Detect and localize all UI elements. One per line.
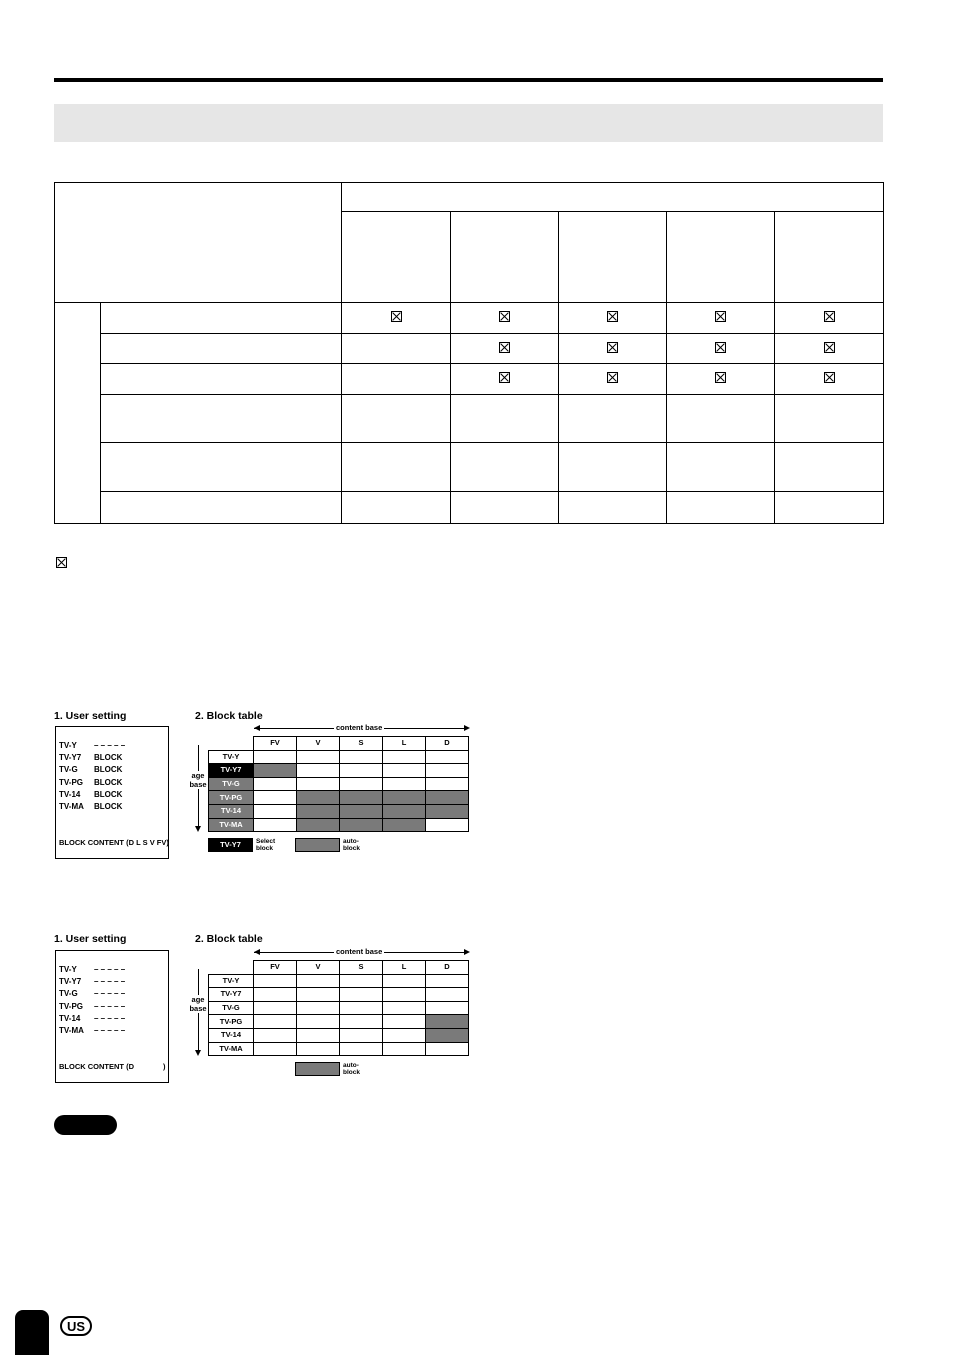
table-header-group <box>342 183 884 212</box>
block-table-corner <box>209 737 254 751</box>
table-cell <box>667 443 775 492</box>
col-header <box>342 212 451 303</box>
age-row-header: TV-MA <box>209 1042 254 1056</box>
x-box-icon <box>391 311 402 322</box>
block-cell <box>340 988 383 1002</box>
block-cell <box>383 1042 426 1056</box>
block-cell <box>254 804 297 818</box>
row-label <box>101 334 342 364</box>
rating-value: BLOCK <box>94 777 123 787</box>
block-cell <box>297 988 340 1002</box>
row-label <box>101 443 342 492</box>
block-cell <box>426 777 469 791</box>
col-header <box>559 212 667 303</box>
top-rule <box>54 78 883 82</box>
block-cell <box>426 764 469 778</box>
content-column-header: FV <box>254 737 297 751</box>
x-box-icon <box>499 311 510 322</box>
rating-label: TV-14 <box>59 789 81 799</box>
block-cell <box>426 1042 469 1056</box>
table-cell <box>451 492 559 524</box>
table-cell <box>775 303 884 334</box>
block-cell <box>426 988 469 1002</box>
table-cell <box>451 395 559 443</box>
user-setting-row <box>59 802 122 811</box>
block-cell <box>297 764 340 778</box>
block-table <box>208 960 469 1056</box>
rating-value: BLOCK <box>94 802 123 811</box>
block-cell <box>340 1042 383 1056</box>
rating-value: – – – – – <box>94 977 126 987</box>
region-badge: US <box>60 1316 92 1336</box>
x-box-icon <box>499 372 510 383</box>
block-table-corner <box>209 961 254 975</box>
rating-value: – – – – – <box>94 989 126 999</box>
x-box-icon <box>607 311 618 322</box>
table-cell <box>667 303 775 334</box>
user-setting-row <box>59 977 125 986</box>
age-row-header: TV-Y7 <box>209 988 254 1002</box>
content-column-header: L <box>383 737 426 751</box>
arrow-right-icon <box>464 949 470 955</box>
row-label <box>101 303 342 334</box>
block-cell <box>426 1028 469 1042</box>
age-row-header: TV-Y7 <box>209 764 254 778</box>
table-cell <box>342 364 451 395</box>
x-box-icon <box>607 372 618 383</box>
table-cell <box>775 443 884 492</box>
table-cell <box>451 334 559 364</box>
arrow-down-icon <box>195 1050 201 1056</box>
rating-label: TV-Y <box>59 965 77 974</box>
rating-value: – – – – – <box>94 965 126 974</box>
block-cell <box>340 750 383 764</box>
rating-label: TV-Y <box>59 741 77 750</box>
block-cell <box>254 818 297 832</box>
block-table <box>208 736 469 832</box>
age-row-header: TV-PG <box>209 791 254 805</box>
table-header-corner <box>55 183 342 303</box>
legend-auto-swatch <box>295 838 340 852</box>
rating-label: TV-G <box>59 989 78 999</box>
user-setting-row <box>59 965 125 974</box>
arrow-right-icon <box>464 725 470 731</box>
content-base-label: content base <box>336 947 383 956</box>
block-cell <box>254 988 297 1002</box>
block-cell <box>383 818 426 832</box>
block-cell <box>254 750 297 764</box>
page-number-tab <box>15 1310 49 1355</box>
content-column-header: V <box>297 737 340 751</box>
block-cell <box>254 1028 297 1042</box>
block-content-close: ) <box>163 1062 166 1071</box>
block-cell <box>297 750 340 764</box>
content-column-header: S <box>340 737 383 751</box>
user-setting-row <box>59 790 122 799</box>
table-cell <box>559 443 667 492</box>
table-cell <box>451 443 559 492</box>
block-cell <box>426 818 469 832</box>
col-header <box>667 212 775 303</box>
user-setting-row <box>59 741 125 750</box>
block-cell <box>426 791 469 805</box>
block-cell <box>254 777 297 791</box>
rating-value: – – – – – <box>94 741 126 750</box>
block-content-label: BLOCK CONTENT (D L S V FV) <box>59 838 169 847</box>
table-cell <box>559 364 667 395</box>
content-base-label: content base <box>336 723 383 732</box>
table-cell <box>342 443 451 492</box>
block-content-label: BLOCK CONTENT (D <box>59 1062 134 1071</box>
block-cell <box>297 818 340 832</box>
block-cell <box>426 1015 469 1029</box>
block-cell <box>297 804 340 818</box>
block-cell <box>383 750 426 764</box>
block-cell <box>297 974 340 988</box>
x-box-icon <box>715 342 726 353</box>
table-cell <box>342 395 451 443</box>
age-row-header: TV-G <box>209 777 254 791</box>
arrow-down-icon <box>195 826 201 832</box>
rating-label: TV-MA <box>59 802 84 811</box>
legend-select-text: Select block <box>256 838 276 852</box>
x-box-icon <box>715 372 726 383</box>
table-cell <box>559 492 667 524</box>
user-setting-row <box>59 765 122 774</box>
age-row-header: TV-14 <box>209 1028 254 1042</box>
x-box-icon <box>607 342 618 353</box>
block-cell <box>426 804 469 818</box>
user-setting-box <box>55 950 169 1083</box>
block-table-title: 2. Block table <box>195 710 263 722</box>
rating-label: TV-14 <box>59 1013 81 1023</box>
table-cell <box>667 334 775 364</box>
block-cell <box>340 1015 383 1029</box>
user-setting-row <box>59 753 122 762</box>
table-cell <box>559 395 667 443</box>
block-cell <box>383 777 426 791</box>
legend-auto-text: auto- block <box>343 1062 360 1076</box>
table-cell <box>342 303 451 334</box>
rating-value: BLOCK <box>94 789 123 799</box>
user-setting-row <box>59 1026 125 1035</box>
age-row-header: TV-MA <box>209 818 254 832</box>
block-cell <box>383 1028 426 1042</box>
block-cell <box>297 1015 340 1029</box>
table-cell <box>342 334 451 364</box>
block-cell <box>426 1001 469 1015</box>
block-cell <box>340 777 383 791</box>
rating-value: BLOCK <box>94 765 123 775</box>
age-row-header: TV-G <box>209 1001 254 1015</box>
block-cell <box>254 974 297 988</box>
rating-value: BLOCK <box>94 753 123 763</box>
col-header <box>775 212 884 303</box>
x-box-icon <box>715 311 726 322</box>
content-column-header: FV <box>254 961 297 975</box>
block-cell <box>426 974 469 988</box>
block-cell <box>383 1001 426 1015</box>
table-cell <box>667 364 775 395</box>
block-cell <box>254 791 297 805</box>
user-setting-title: 1. User setting <box>54 933 127 945</box>
content-column-header: D <box>426 961 469 975</box>
block-cell <box>340 1028 383 1042</box>
block-cell <box>254 1042 297 1056</box>
table-cell <box>775 395 884 443</box>
block-cell <box>340 791 383 805</box>
legend-auto-text: auto- block <box>343 838 360 852</box>
block-cell <box>297 1042 340 1056</box>
block-cell <box>254 1001 297 1015</box>
age-row-header: TV-Y <box>209 750 254 764</box>
block-cell <box>297 777 340 791</box>
table-cell <box>451 303 559 334</box>
block-cell <box>383 988 426 1002</box>
content-column-header: V <box>297 961 340 975</box>
table-cell <box>775 334 884 364</box>
rating-table <box>54 182 884 524</box>
age-base-label: age base <box>186 995 210 1013</box>
table-cell <box>667 492 775 524</box>
legend-x-box-icon <box>56 557 67 568</box>
table-cell <box>775 364 884 395</box>
rating-label: TV-PG <box>59 777 84 787</box>
legend-auto-swatch <box>295 1062 340 1076</box>
user-setting-box <box>55 726 169 859</box>
rating-label: TV-MA <box>59 1026 84 1035</box>
content-column-header: D <box>426 737 469 751</box>
rating-label: TV-Y7 <box>59 753 82 763</box>
x-box-icon <box>824 372 835 383</box>
content-column-header: S <box>340 961 383 975</box>
block-cell <box>340 974 383 988</box>
block-cell <box>254 1015 297 1029</box>
row-label <box>101 364 342 395</box>
block-cell <box>383 804 426 818</box>
block-cell <box>340 818 383 832</box>
age-row-header: TV-14 <box>209 804 254 818</box>
age-row-header: TV-PG <box>209 1015 254 1029</box>
content-column-header: L <box>383 961 426 975</box>
x-box-icon <box>499 342 510 353</box>
table-cell <box>559 303 667 334</box>
block-cell <box>297 791 340 805</box>
col-header <box>451 212 559 303</box>
block-cell <box>383 791 426 805</box>
table-cell <box>775 492 884 524</box>
rating-label: TV-Y7 <box>59 977 82 987</box>
section-title-bar <box>54 104 883 142</box>
x-box-icon <box>824 311 835 322</box>
user-setting-title: 1. User setting <box>54 710 127 722</box>
block-cell <box>340 764 383 778</box>
block-cell <box>383 974 426 988</box>
rating-value: – – – – – <box>94 1001 126 1011</box>
block-cell <box>297 1028 340 1042</box>
rating-label: TV-PG <box>59 1001 84 1011</box>
row-label <box>101 492 342 524</box>
row-group-label <box>55 303 101 524</box>
legend-select-swatch: TV-Y7 <box>208 838 253 852</box>
age-base-label: age base <box>186 771 210 789</box>
x-box-icon <box>824 342 835 353</box>
rating-value: – – – – – <box>94 1026 126 1035</box>
rating-value: – – – – – <box>94 1013 126 1023</box>
arrow-left-icon <box>254 725 260 731</box>
block-cell <box>383 764 426 778</box>
table-cell <box>667 395 775 443</box>
age-row-header: TV-Y <box>209 974 254 988</box>
user-setting-row <box>59 989 125 998</box>
block-cell <box>254 764 297 778</box>
user-setting-row <box>59 1002 125 1011</box>
rating-label: TV-G <box>59 765 78 775</box>
block-cell <box>426 750 469 764</box>
block-table-title: 2. Block table <box>195 933 263 945</box>
table-cell <box>342 492 451 524</box>
block-cell <box>340 804 383 818</box>
table-cell <box>451 364 559 395</box>
user-setting-row <box>59 1014 125 1023</box>
block-cell <box>383 1015 426 1029</box>
arrow-left-icon <box>254 949 260 955</box>
user-setting-row <box>59 778 122 787</box>
block-cell <box>340 1001 383 1015</box>
table-cell <box>559 334 667 364</box>
block-cell <box>297 1001 340 1015</box>
note-badge <box>54 1115 117 1135</box>
row-label <box>101 395 342 443</box>
